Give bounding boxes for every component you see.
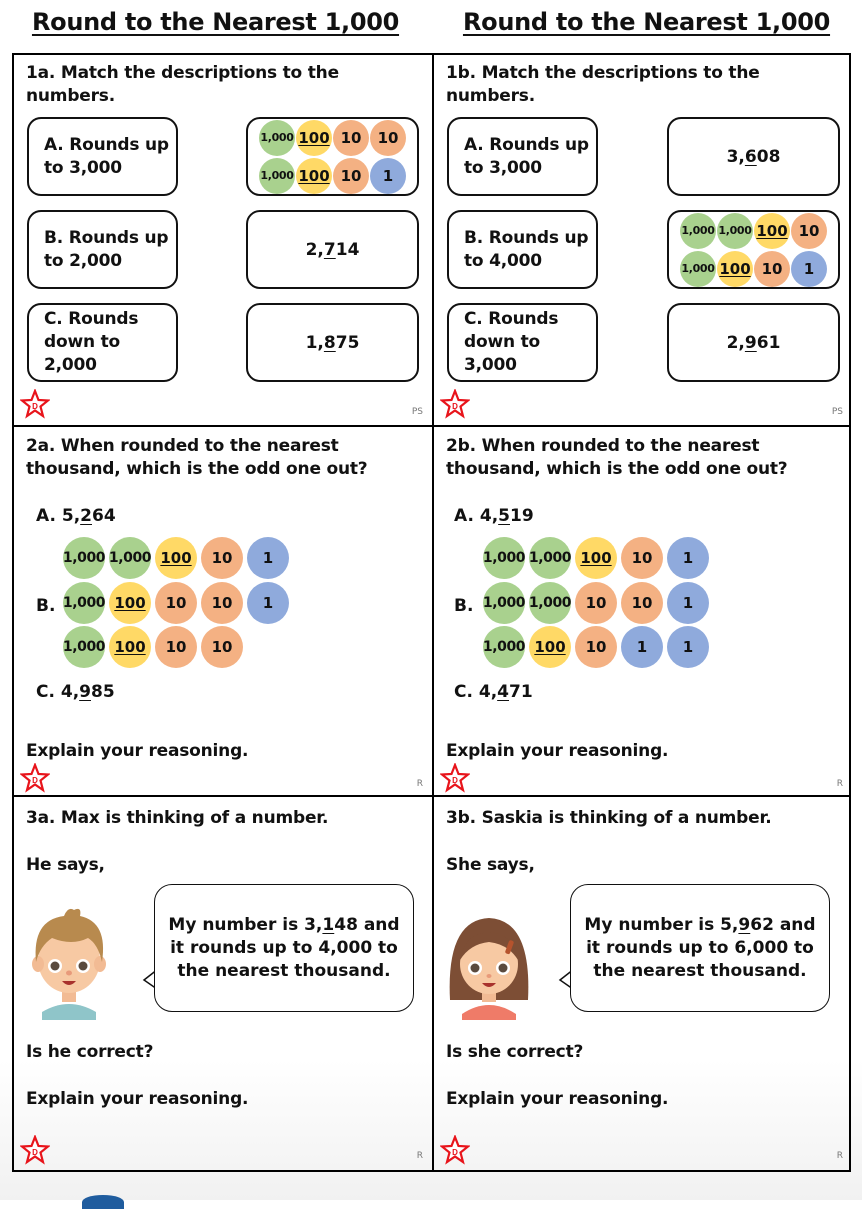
difficulty-star-icon (440, 763, 470, 793)
counter-ten: 10 (155, 626, 197, 668)
number-part: 1, (305, 332, 324, 353)
option-a[interactable] (454, 506, 534, 526)
question-1b (434, 55, 852, 425)
counter-thousand: 1,000 (680, 213, 716, 249)
option-a[interactable] (36, 506, 116, 526)
counter-one: 1 (791, 251, 827, 287)
explain-prompt: Explain your reasoning. (26, 741, 249, 761)
number-part: 08 (756, 146, 781, 167)
bubble-text: 62 and (750, 914, 816, 935)
counter-one: 1 (247, 582, 289, 624)
prompt-line: thousand, which is the odd one out? (26, 459, 368, 479)
question-prompt: 3a. Max is thinking of a number. (26, 808, 329, 828)
option-b-counter-row[interactable] (63, 626, 247, 668)
number-part: 64 (92, 506, 116, 526)
difficulty-star-icon (20, 1135, 50, 1165)
counter-thousand: 1,000 (259, 120, 295, 156)
option-c[interactable] (454, 682, 533, 702)
underlined-digit: 8 (323, 332, 336, 353)
number-part: 4, (479, 506, 499, 526)
question-2a (14, 427, 432, 795)
counter-one: 1 (667, 626, 709, 668)
number-part: 2, (305, 239, 324, 260)
question-3b (434, 797, 852, 1172)
correct-question: Is he correct? (26, 1042, 154, 1062)
description-card-c[interactable] (27, 303, 178, 382)
counter-hundred: 100 (296, 120, 332, 156)
question-code: PS (831, 407, 843, 417)
question-prompt (26, 435, 367, 481)
boy-avatar-icon (24, 900, 114, 1020)
counter-hundred: 100 (717, 251, 753, 287)
says-label: She says, (446, 855, 535, 875)
question-prompt (446, 435, 787, 481)
description-text: to 3,000 (464, 157, 542, 178)
counter-ten: 10 (201, 626, 243, 668)
underlined-digit: 9 (744, 332, 757, 353)
description-text: B. Rounds up (464, 227, 589, 248)
counter-ten: 10 (333, 158, 369, 194)
counter-one: 1 (621, 626, 663, 668)
question-code: R (416, 1151, 423, 1161)
description-card-c[interactable] (447, 303, 598, 382)
counter-thousand: 1,000 (483, 537, 525, 579)
star-label: D (452, 776, 458, 785)
counter-thousand: 1,000 (63, 537, 105, 579)
question-code: R (836, 1151, 843, 1161)
question-prompt (446, 62, 760, 108)
description-text: B. Rounds up (44, 227, 169, 248)
option-b-counter-row[interactable] (63, 537, 293, 579)
star-label: D (452, 402, 458, 411)
counter-hundred: 100 (155, 537, 197, 579)
explain-prompt: Explain your reasoning. (446, 741, 669, 761)
question-1a (14, 55, 432, 425)
counter-thousand: 1,000 (483, 626, 525, 668)
option-c[interactable] (36, 682, 115, 702)
bubble-text: My number is 3, (168, 914, 323, 935)
number-part: 85 (91, 682, 115, 702)
girl-avatar-icon (444, 900, 534, 1020)
difficulty-star-icon (440, 389, 470, 419)
answer-card-number[interactable] (667, 303, 840, 382)
counter-hundred: 100 (109, 582, 151, 624)
description-text: C. Rounds (44, 309, 139, 329)
bubble-line: it rounds up to 6,000 to (586, 937, 814, 958)
question-3a (14, 797, 432, 1172)
answer-card-number[interactable] (667, 117, 840, 196)
counter-ten: 10 (575, 626, 617, 668)
option-b-counter-row[interactable] (483, 537, 713, 579)
difficulty-star-icon (20, 763, 50, 793)
prompt-line: 2b. When rounded to the nearest (446, 436, 760, 456)
star-label: D (32, 1148, 38, 1157)
option-b-counter-row[interactable] (63, 582, 293, 624)
counter-thousand: 1,000 (529, 582, 571, 624)
prompt-line: 1b. Match the descriptions to the (446, 63, 760, 83)
counter-hundred: 100 (296, 158, 332, 194)
counter-thousand: 1,000 (109, 537, 151, 579)
counter-ten: 10 (370, 120, 406, 156)
number-part: 2, (726, 332, 745, 353)
counter-ten: 10 (155, 582, 197, 624)
prompt-line: 2a. When rounded to the nearest (26, 436, 339, 456)
counter-thousand: 1,000 (483, 582, 525, 624)
underlined-digit: 7 (323, 239, 336, 260)
star-label: D (452, 1148, 458, 1157)
answer-card-number[interactable] (246, 210, 419, 289)
description-text: A. Rounds up (44, 134, 169, 155)
speech-bubble (570, 884, 830, 1012)
counter-thousand: 1,000 (529, 537, 571, 579)
description-text: to 2,000 (44, 250, 122, 271)
counter-ten: 10 (791, 213, 827, 249)
underlined-digit: 2 (80, 506, 92, 526)
description-text: A. Rounds up (464, 134, 589, 155)
answer-card-counters[interactable] (246, 117, 419, 196)
question-2b (434, 427, 852, 795)
number-part: 19 (510, 506, 534, 526)
counter-one: 1 (370, 158, 406, 194)
counter-ten: 10 (754, 251, 790, 287)
question-code: R (416, 779, 423, 789)
star-label: D (32, 776, 38, 785)
description-text: down to 2,000 (44, 332, 120, 375)
counter-hundred: 100 (529, 626, 571, 668)
worksheet-title-left: Round to the Nearest 1,000 (31, 8, 400, 36)
underlined-digit: 5 (498, 506, 510, 526)
bubble-line: the nearest thousand. (177, 960, 391, 981)
underlined-digit: 6 (744, 146, 757, 167)
answer-card-counters[interactable] (667, 210, 840, 289)
option-b-label: B. (36, 596, 56, 616)
question-code: R (836, 779, 843, 789)
counter-one: 1 (667, 582, 709, 624)
option-label: A. (36, 506, 56, 526)
says-label: He says, (26, 855, 105, 875)
description-text: down to 3,000 (464, 332, 540, 375)
bubble-line (168, 914, 399, 937)
description-card-b[interactable] (27, 210, 178, 289)
description-text: to 3,000 (44, 157, 122, 178)
number-part: 75 (335, 332, 360, 353)
question-code: PS (411, 407, 423, 417)
option-label: C. (36, 682, 55, 702)
difficulty-star-icon (440, 1135, 470, 1165)
prompt-line: 1a. Match the descriptions to the (26, 63, 339, 83)
number-part: 3, (726, 146, 745, 167)
counter-thousand: 1,000 (259, 158, 295, 194)
underlined-digit: 4 (497, 682, 509, 702)
logo-icon (82, 1195, 124, 1209)
counter-ten: 10 (201, 582, 243, 624)
prompt-line: numbers. (26, 86, 115, 106)
underlined-digit: 9 (79, 682, 91, 702)
bubble-line (584, 914, 815, 937)
explain-prompt: Explain your reasoning. (26, 1089, 249, 1109)
counter-ten: 10 (621, 537, 663, 579)
counter-ten: 10 (333, 120, 369, 156)
difficulty-star-icon (20, 389, 50, 419)
description-card-a[interactable] (447, 117, 598, 196)
counter-ten: 10 (621, 582, 663, 624)
counter-thousand: 1,000 (63, 626, 105, 668)
counter-hundred: 100 (575, 537, 617, 579)
description-text: C. Rounds (464, 309, 559, 329)
counter-one: 1 (667, 537, 709, 579)
counter-one: 1 (247, 537, 289, 579)
option-label: C. (454, 682, 473, 702)
star-label: D (32, 402, 38, 411)
counter-ten: 10 (201, 537, 243, 579)
option-b-counter-row[interactable] (483, 582, 713, 624)
bubble-line: the nearest thousand. (593, 960, 807, 981)
option-b-label: B. (454, 596, 474, 616)
prompt-line: thousand, which is the odd one out? (446, 459, 788, 479)
description-card-a[interactable] (27, 117, 178, 196)
number-part: 71 (509, 682, 533, 702)
counter-thousand: 1,000 (680, 251, 716, 287)
correct-question: Is she correct? (446, 1042, 584, 1062)
prompt-line: numbers. (446, 86, 535, 106)
number-part: 4, (60, 682, 80, 702)
number-part: 61 (756, 332, 781, 353)
worksheet-title-right: Round to the Nearest 1,000 (462, 8, 831, 36)
underlined-digit: 9 (738, 914, 751, 935)
question-prompt: 3b. Saskia is thinking of a number. (446, 808, 772, 828)
answer-card-number[interactable] (246, 303, 419, 382)
explain-prompt: Explain your reasoning. (446, 1089, 669, 1109)
bubble-text: 48 and (334, 914, 400, 935)
bubble-line: it rounds up to 4,000 to (170, 937, 398, 958)
option-b-counter-row[interactable] (483, 626, 713, 668)
description-text: to 4,000 (464, 250, 542, 271)
counter-hundred: 100 (109, 626, 151, 668)
counter-thousand: 1,000 (717, 213, 753, 249)
counter-thousand: 1,000 (63, 582, 105, 624)
question-prompt (26, 62, 339, 108)
speech-bubble (154, 884, 414, 1012)
number-part: 14 (335, 239, 360, 260)
worksheet-grid (12, 53, 851, 1172)
counter-ten: 10 (575, 582, 617, 624)
number-part: 4, (478, 682, 498, 702)
bubble-text: My number is 5, (584, 914, 739, 935)
number-part: 5, (61, 506, 81, 526)
counter-hundred: 100 (754, 213, 790, 249)
underlined-digit: 1 (322, 914, 335, 935)
option-label: A. (454, 506, 474, 526)
description-card-b[interactable] (447, 210, 598, 289)
